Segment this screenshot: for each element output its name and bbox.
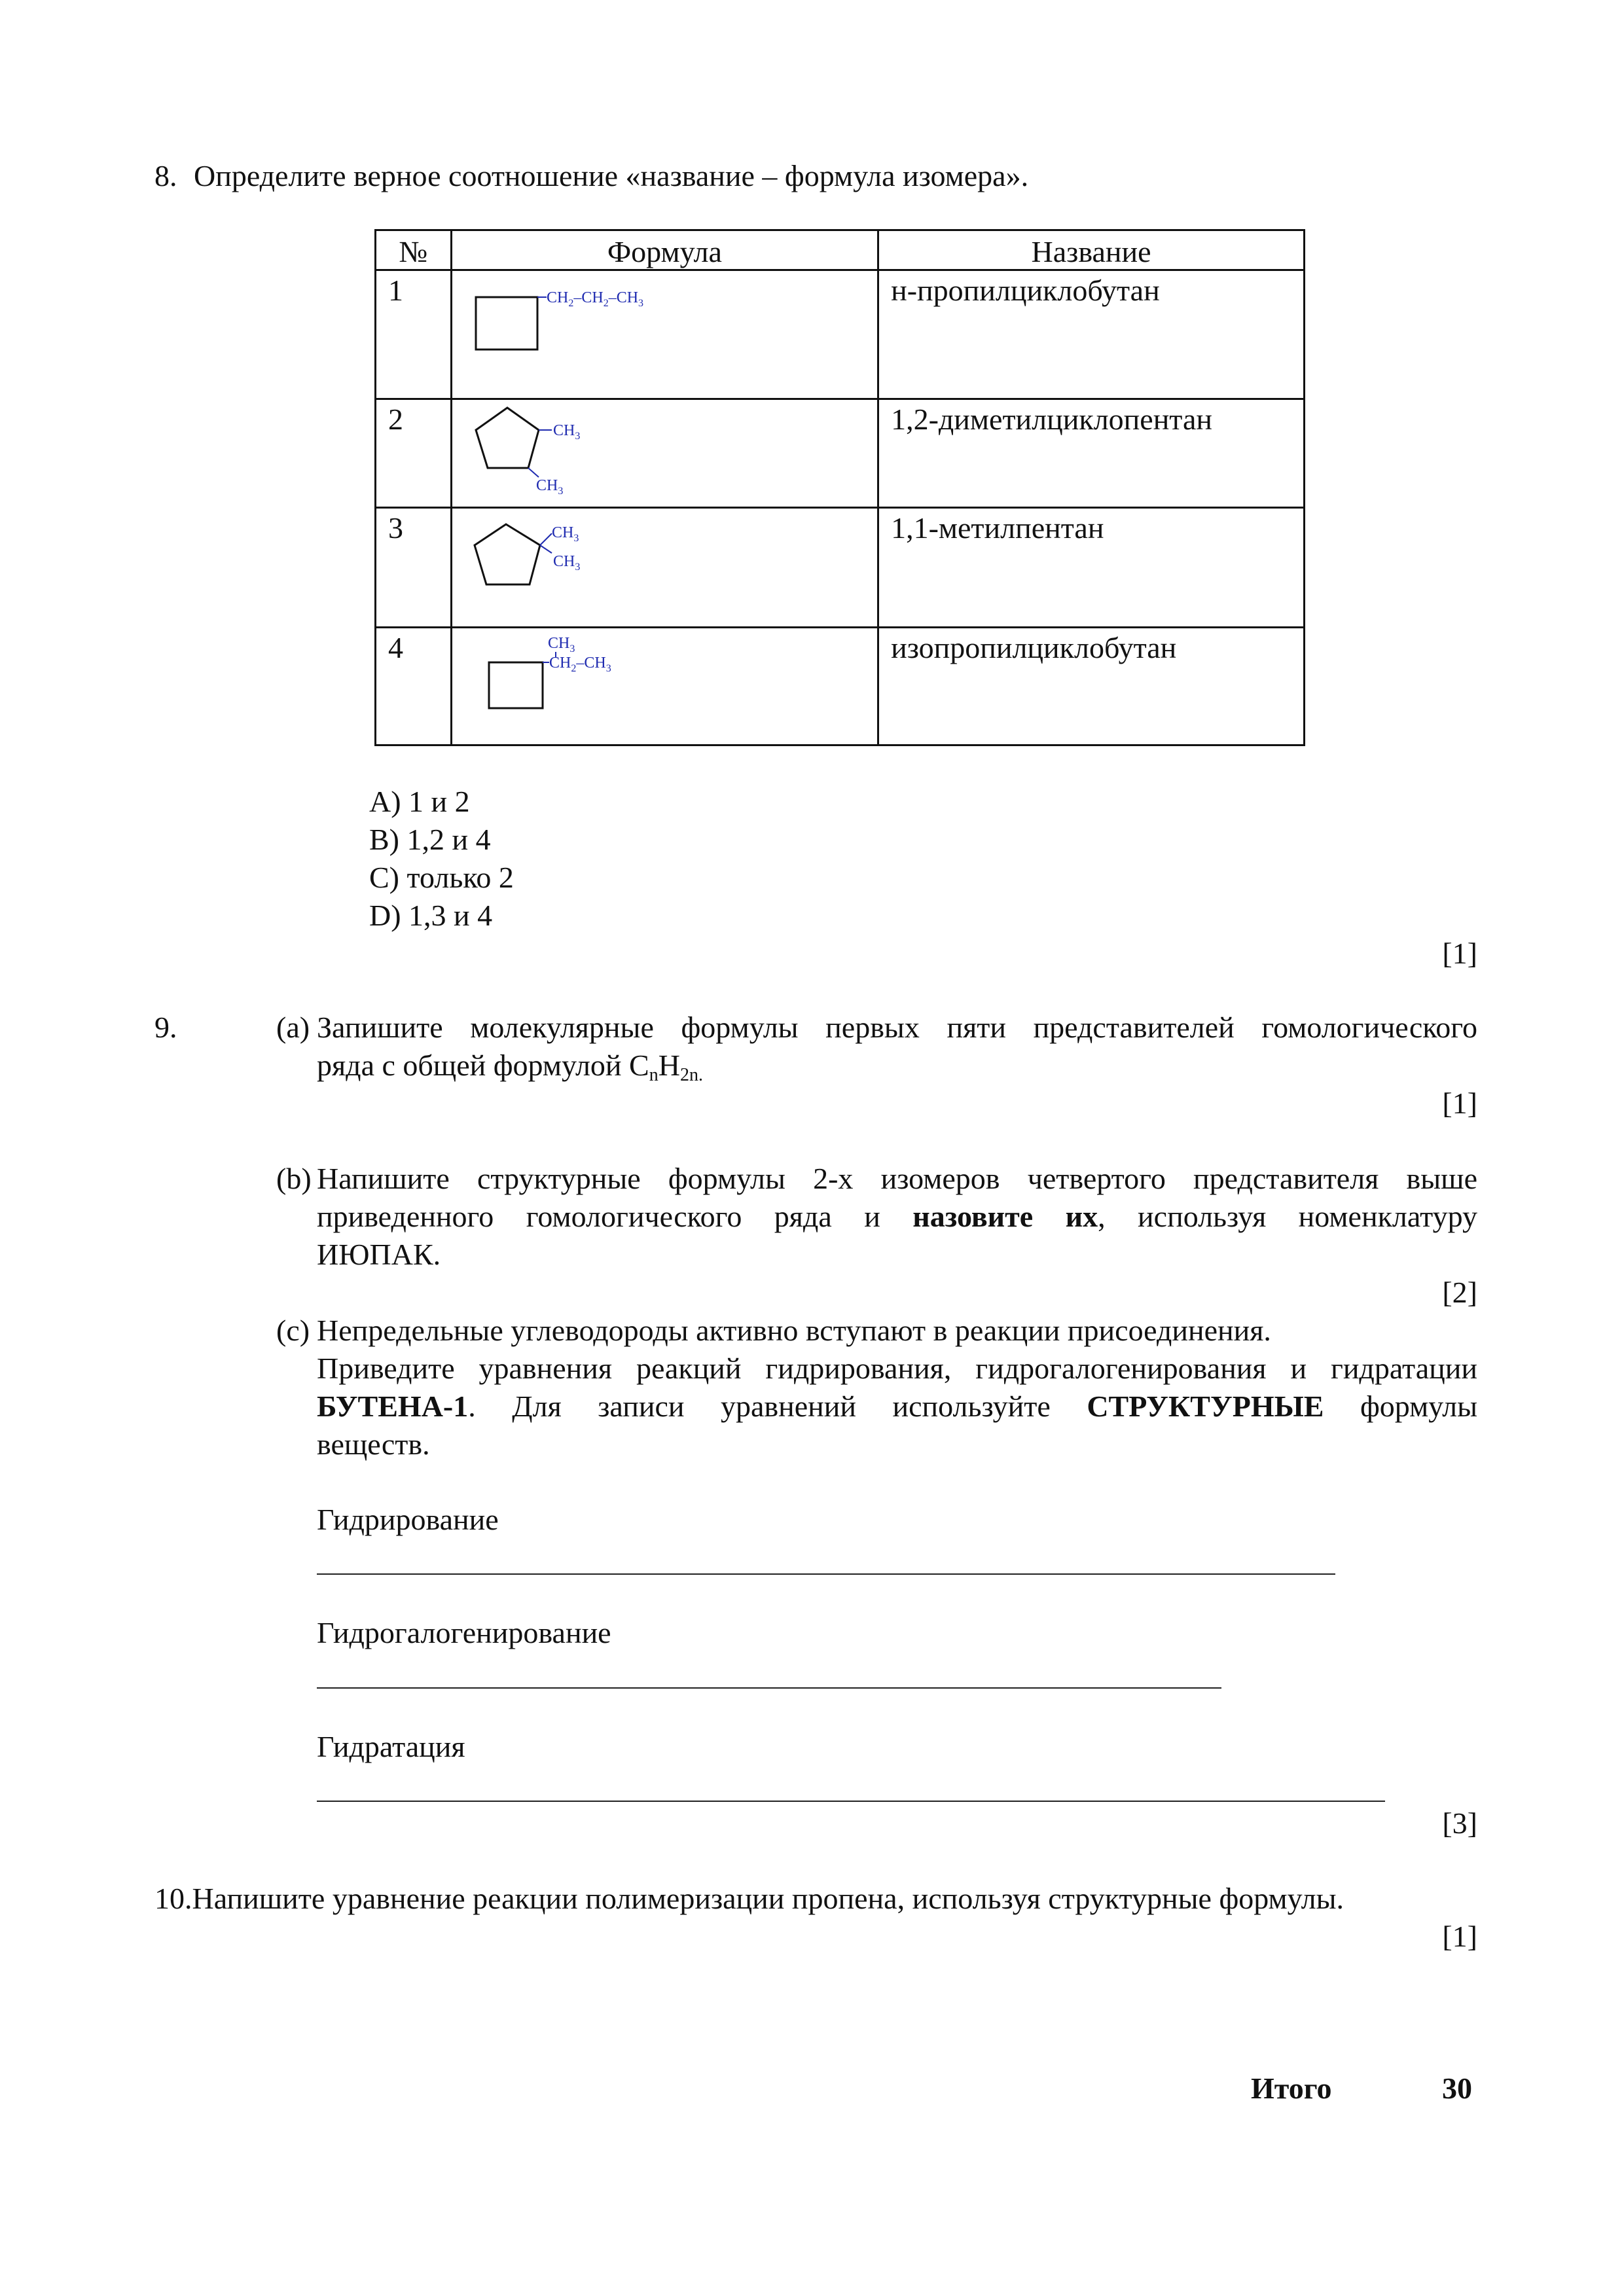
q9c-line1: Непредельные углеводороды активно вступают в реакции присоединения.	[317, 1314, 1271, 1347]
q9a-sub-2n: 2n.	[679, 1065, 703, 1085]
option-c: C) только 2	[369, 861, 514, 894]
svg-text:CH3: $CH_3$	[552, 553, 580, 573]
total-value: 30	[1442, 2072, 1472, 2105]
table-row	[376, 508, 1305, 628]
q9b-mark: [2]	[1442, 1276, 1477, 1309]
q9b-line3: ИЮПАК.	[317, 1238, 441, 1271]
q9b-line2-pre: приведенного гомологического ряда и	[317, 1200, 880, 1233]
total-label: Итого	[1251, 2072, 1332, 2105]
row-name: н-пропилциклобутан	[878, 270, 1305, 399]
option-b: B) 1,2 и 4	[369, 823, 491, 856]
q8-mark: [1]	[1442, 937, 1477, 970]
table-row	[376, 628, 1305, 745]
q9a-mark: [1]	[1442, 1086, 1477, 1120]
isomer-table	[374, 229, 1305, 746]
q9a-label: (a)	[276, 1011, 310, 1044]
svg-text:CH3: $CH_3$	[552, 422, 580, 442]
q9c-line2: Приведите уравнения реакций гидрирования, гидрогалогенирования и гидратации	[317, 1352, 1477, 1385]
q9c-mark: [3]	[1442, 1806, 1477, 1840]
table-row	[376, 270, 1305, 399]
q9c-bold-butene: БУТЕНА-1	[317, 1390, 469, 1423]
svg-text:CH3: $CH_3$	[547, 635, 575, 655]
answer-line-hydrohalogenation[interactable]	[317, 1687, 1221, 1689]
question-9-number: 9.	[154, 1011, 177, 1044]
q9c-line4: веществ.	[317, 1427, 430, 1461]
question-10-text: 10.Напишите уравнение реакции полимеризации пропена, используя структурные формулы.	[154, 1882, 1344, 1915]
formula-cell	[451, 399, 878, 508]
q9a-sub-n: n	[649, 1065, 659, 1085]
row-number: 3	[376, 508, 452, 628]
q9b-line2	[317, 1198, 1477, 1236]
dimethylcyclopentane-11-structure	[464, 511, 700, 609]
q9a-line1: Запишите молекулярные формулы первых пяти представителей гомологического	[317, 1011, 1477, 1044]
q9c-line3-post: формулы	[1360, 1390, 1478, 1423]
answer-label-hydrogenation: Гидрирование	[317, 1503, 499, 1536]
isopropylcyclobutane-structure	[464, 631, 700, 723]
q10-mark: [1]	[1442, 1920, 1477, 1953]
answer-label-hydration: Гидратация	[317, 1730, 465, 1763]
row-number: 1	[376, 270, 452, 399]
svg-text:CH3: $CH_3$	[551, 524, 579, 544]
q9a-line2-text: ряда с общей формулой C	[317, 1049, 649, 1082]
q9a-h: H	[658, 1049, 680, 1082]
option-d: D) 1,3 и 4	[369, 899, 493, 932]
q9c-label: (c)	[276, 1314, 310, 1347]
q9b-line2-post: , используя номенклатуру	[1098, 1200, 1477, 1233]
formula-cell	[451, 508, 878, 628]
question-8-number: 8.	[154, 159, 177, 192]
q9a-line2	[317, 1047, 703, 1094]
q9c-line3-mid: . Для записи уравнений используйте	[468, 1390, 1051, 1423]
header-formula: Формула	[451, 230, 878, 270]
row-number: 4	[376, 628, 452, 745]
table-row	[376, 399, 1305, 508]
q9b-label: (b)	[276, 1162, 312, 1195]
option-a: A) 1 и 2	[369, 785, 470, 818]
question-8-text: Определите верное соотношение «название – формула изомера».	[194, 159, 1029, 192]
q9c-bold-structural: СТРУКТУРНЫЕ	[1087, 1390, 1324, 1423]
header-name: Название	[878, 230, 1305, 270]
svg-text:CH3: $CH_3$	[535, 477, 563, 497]
answer-label-hydrohalogenation: Гидрогалогенирование	[317, 1616, 611, 1649]
propylcyclobutane-structure	[464, 274, 700, 359]
answer-line-hydrogenation[interactable]	[317, 1573, 1335, 1575]
svg-text:CH2–CH2–CH3: $CH_2-CH_2-CH_3$	[546, 289, 643, 309]
row-name: 1,1-метилпентан	[878, 508, 1305, 628]
q9b-line2-bold: назовите их	[912, 1200, 1098, 1233]
dimethylcyclopentane-structure	[464, 403, 700, 501]
answer-line-hydration[interactable]	[317, 1801, 1385, 1802]
table-header-row	[376, 230, 1305, 270]
q9c-line3	[317, 1388, 1477, 1426]
formula-cell	[451, 270, 878, 399]
svg-text:CH2–CH3: $CH_2-CH_3$	[549, 655, 611, 674]
formula-cell	[451, 628, 878, 745]
row-name: изопропилциклобутан	[878, 628, 1305, 745]
row-number: 2	[376, 399, 452, 508]
q9b-line1: Напишите структурные формулы 2-х изомеров четвертого представителя выше	[317, 1162, 1477, 1195]
row-name: 1,2-диметилциклопентан	[878, 399, 1305, 508]
header-number: №	[376, 230, 452, 270]
